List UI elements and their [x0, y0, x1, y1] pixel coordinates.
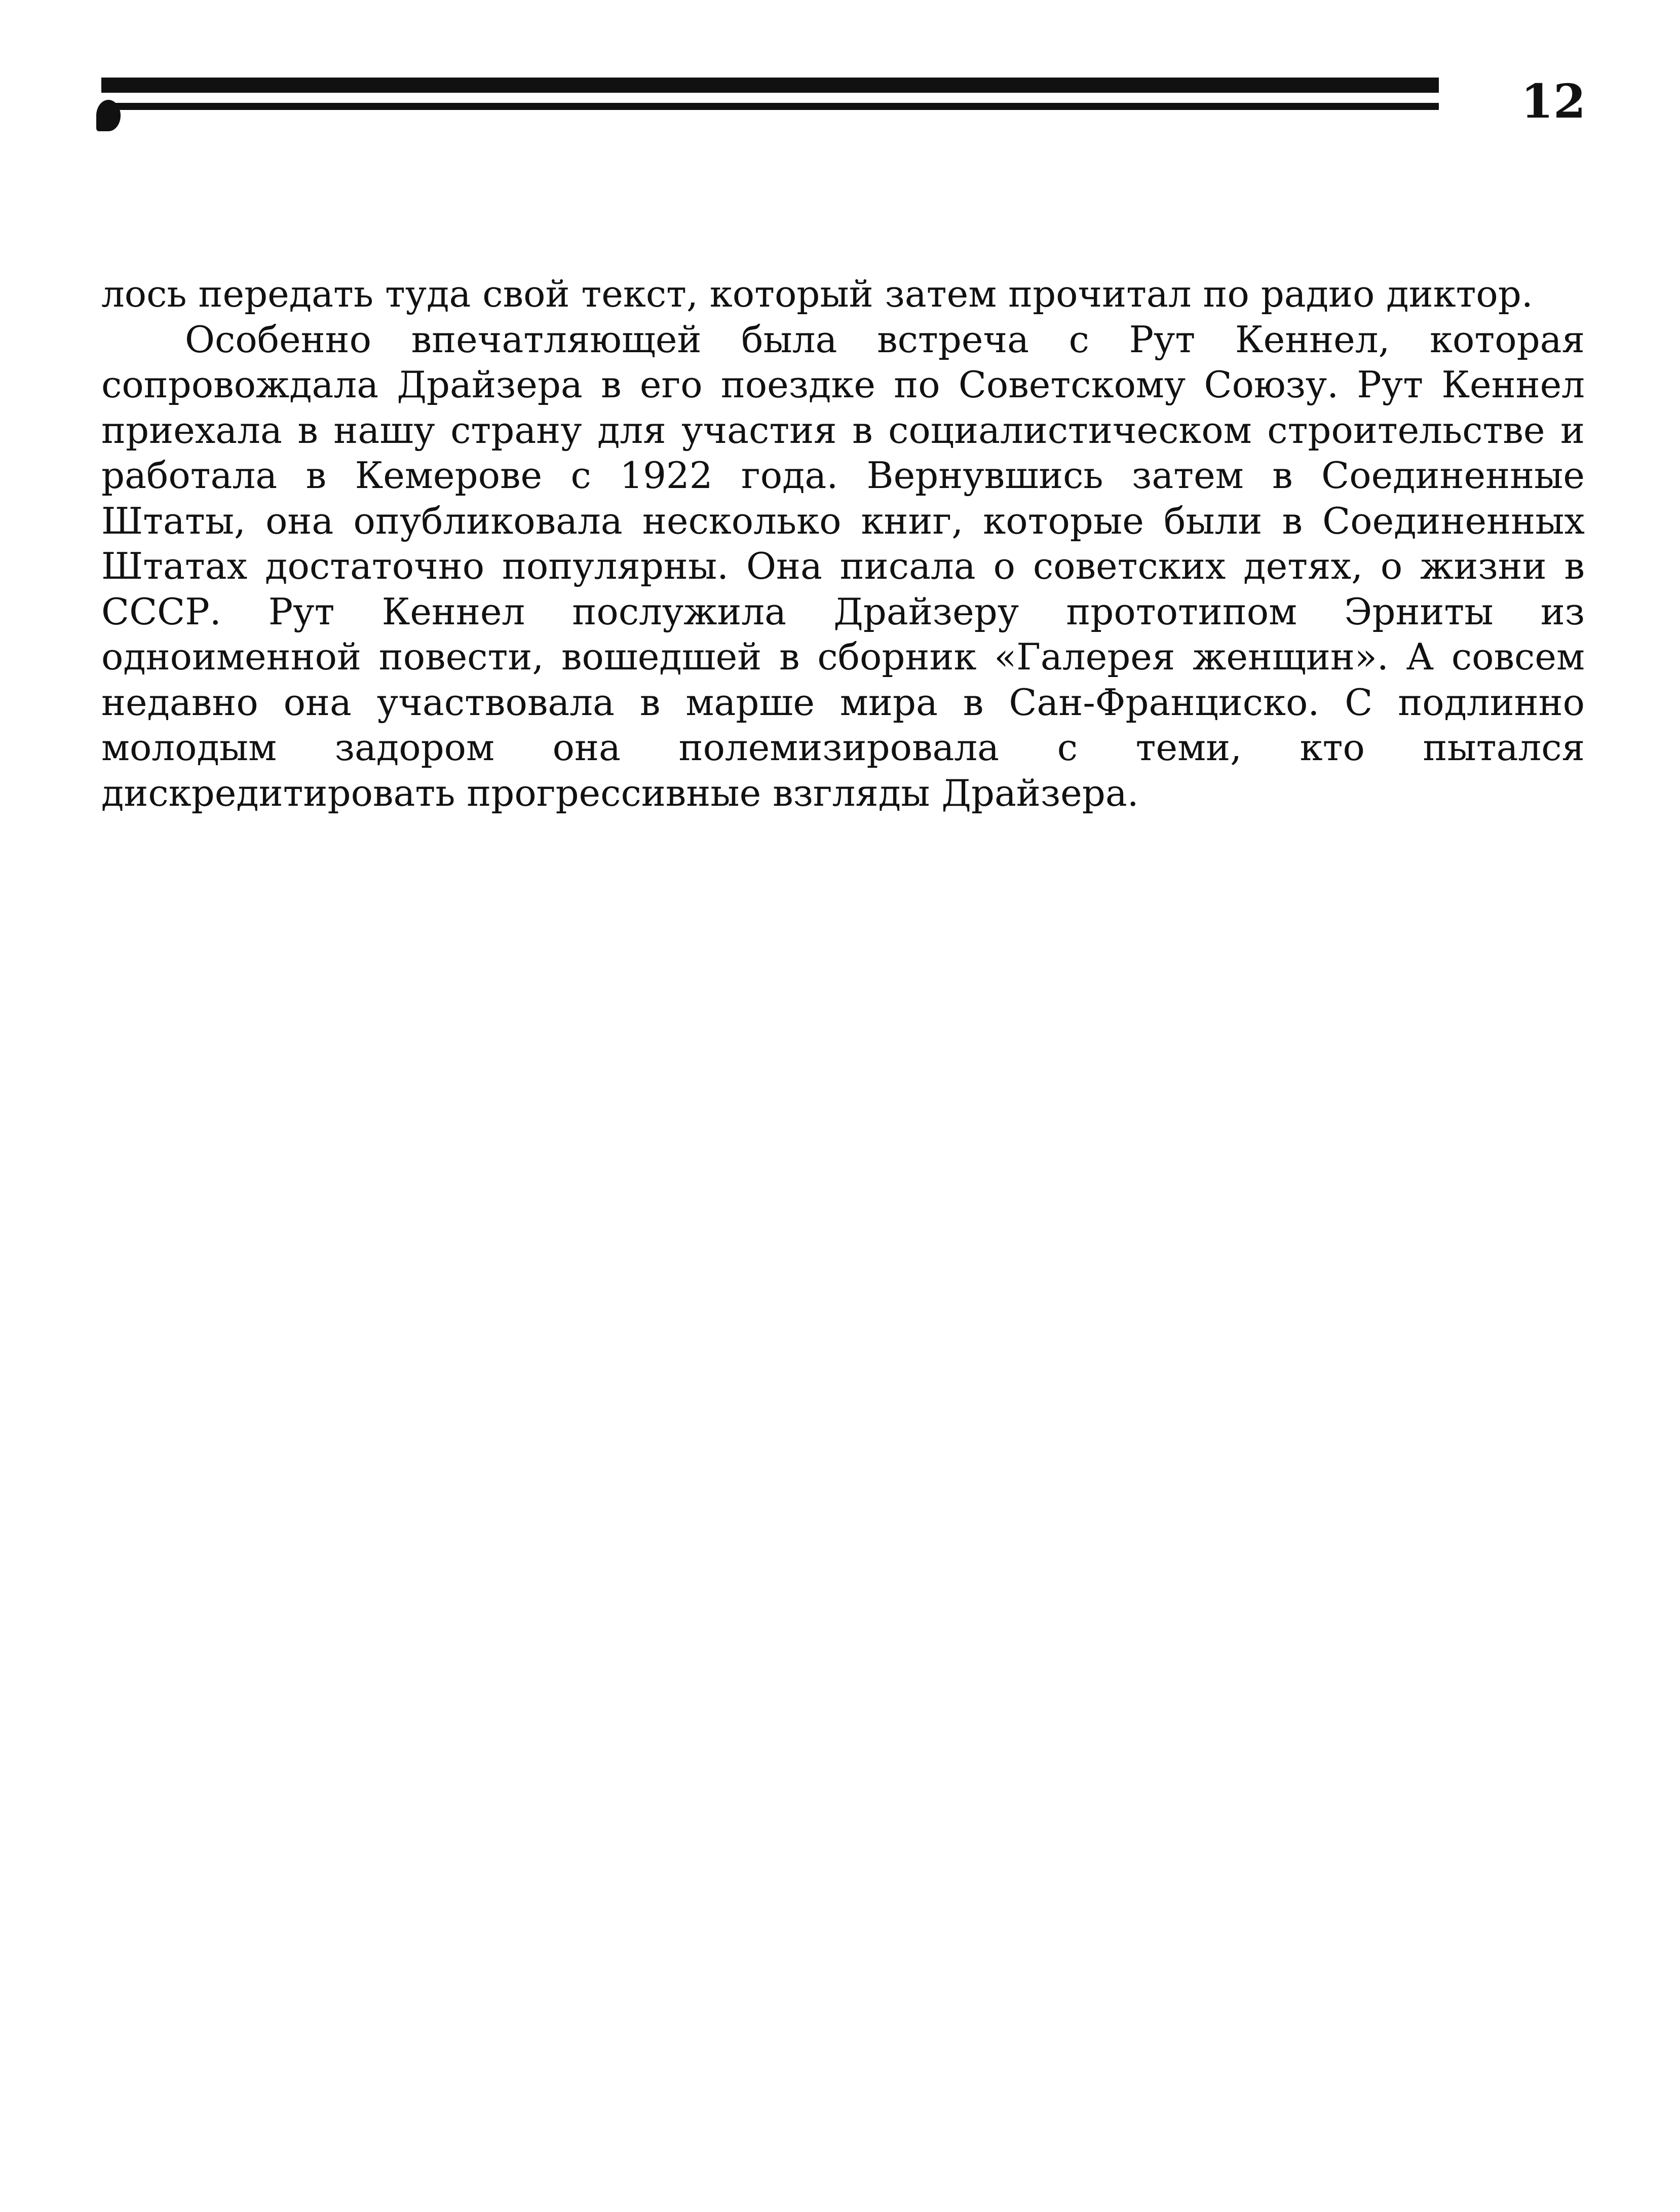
- page-number: 12: [1520, 74, 1586, 129]
- body-text: [101, 272, 1585, 816]
- header-rule-thick-bar: [101, 78, 1439, 93]
- paragraph: Особенно впечатляющей была встреча с Рут Кеннел, которая сопровождала Драйзера в его поездке по Советскому Союзу. Рут Кеннел приехала в нашу страну для участия в социалистическом строительстве и работала в Кемерове с 1922 года. Вернувшись затем в Соединенные Штаты, она опубликовала несколько книг, которые были в Соединенных Штатах достаточно популярны. Она писала о советских детях, о жизни в СССР. Рут Кеннел послужила Драйзеру прототипом Эрниты из одноименной повести, вошедшей в сборник «Галерея женщин». А совсем недавно она участвовала в марше мира в Сан-Франциско. С подлинно молодым задором она полемизировала с теми, кто пытался дискредитировать прогрессивные взгляды Драйзера.: [101, 318, 1585, 814]
- page-header: [101, 68, 1586, 134]
- header-rule: [101, 78, 1439, 124]
- paragraph: лось передать туда свой текст, который затем прочитал по радио диктор.: [101, 273, 1533, 315]
- header-rule-thin-bar: [101, 103, 1439, 110]
- header-ornament-icon: [96, 100, 121, 131]
